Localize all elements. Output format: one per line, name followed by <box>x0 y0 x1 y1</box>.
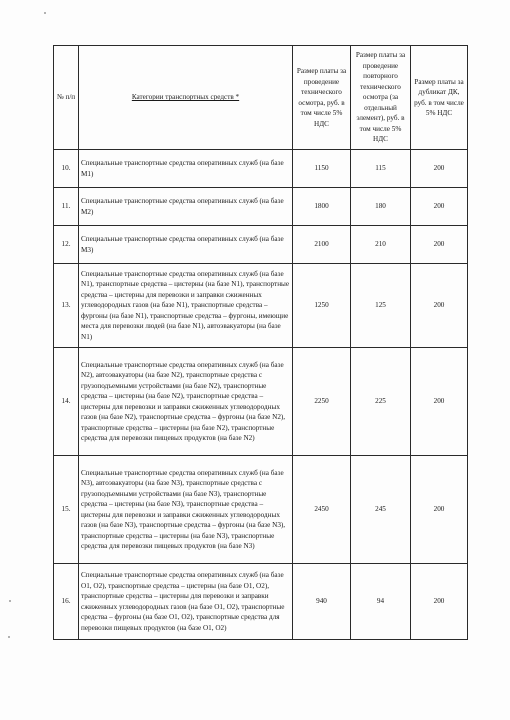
row-fee-duplicate: 200 <box>411 150 468 188</box>
header-fee-reinspection: Размер платы за проведение повторного технического осмотра (за отдельный элемент), руб. в том числе 5% НДС <box>351 46 411 150</box>
row-fee-duplicate: 200 <box>411 348 468 456</box>
row-fee-duplicate: 200 <box>411 226 468 264</box>
row-category: Специальные транспортные средства оперативных служб (на базе N1), транспортные средства – цистерны (на базе N1), транспортные средства – цистерны для перевозки и заправки сжиженных углеводородных газов (на базе N1), транспортные средства – фургоны (на базе N1), транспортные средства – фургоны, имеющие места для перевозки людей (на базе N1), автоэвакуаторы (на базе N1) <box>79 264 293 348</box>
header-category-label: Категории транспортных средств * <box>131 93 240 102</box>
table-row <box>54 150 468 188</box>
table-row <box>54 188 468 226</box>
row-fee-reinspection: 125 <box>351 264 411 348</box>
row-fee-reinspection: 210 <box>351 226 411 264</box>
row-fee-inspection: 940 <box>293 564 351 640</box>
row-fee-inspection: 1250 <box>293 264 351 348</box>
scan-speck <box>9 600 11 602</box>
table-row <box>54 226 468 264</box>
row-fee-inspection: 1150 <box>293 150 351 188</box>
row-fee-duplicate: 200 <box>411 188 468 226</box>
row-fee-duplicate: 200 <box>411 456 468 564</box>
header-num: № п/п <box>54 46 79 150</box>
row-fee-reinspection: 225 <box>351 348 411 456</box>
header-category <box>79 46 293 150</box>
row-category: Специальные транспортные средства оперативных служб (на базе O1, O2), транспортные средства – цистерны (на базе O1, O2), транспортные средства – цистерны для перевозки и заправки сжиженных углеводородных газов (на базе O1, O2), транспортные средства – фургоны (на базе O1, O2), транспортные средства для перевозки пищевых продуктов (на базе O1, O2) <box>79 564 293 640</box>
row-fee-reinspection: 180 <box>351 188 411 226</box>
row-category: Специальные транспортные средства оперативных служб (на базе M3) <box>79 226 293 264</box>
table-row <box>54 564 468 640</box>
fee-table <box>53 45 468 640</box>
table-header-row <box>54 46 468 150</box>
scan-speck <box>44 12 46 14</box>
row-fee-duplicate: 200 <box>411 564 468 640</box>
header-fee-duplicate: Размер платы за дубликат ДК, руб. в том числе 5% НДС <box>411 46 468 150</box>
header-fee-inspection: Размер платы за проведение технического осмотра, руб. в том числе 5% НДС <box>293 46 351 150</box>
row-num: 16. <box>54 564 79 640</box>
scan-speck <box>8 636 10 638</box>
table-row <box>54 348 468 456</box>
row-fee-duplicate: 200 <box>411 264 468 348</box>
row-fee-reinspection: 94 <box>351 564 411 640</box>
table-row <box>54 264 468 348</box>
row-category: Специальные транспортные средства оперативных служб (на базе M1) <box>79 150 293 188</box>
table-row <box>54 456 468 564</box>
row-fee-inspection: 2100 <box>293 226 351 264</box>
row-category: Специальные транспортные средства оперативных служб (на базе N3), автоэвакуаторы (на базе N3), транспортные средства с грузоподъемными устройствами (на базе N3), транспортные средства – цистерны (на базе N3), транспортные средства – цистерны для перевозки и заправки сжиженных углеводородных газов (на базе N3), транспортные средства – фургоны (на базе N3), транспортные средства – цистерны (на базе N3), транспортные средства для перевозки пищевых продуктов (на базе N3) <box>79 456 293 564</box>
row-num: 12. <box>54 226 79 264</box>
row-category: Специальные транспортные средства оперативных служб (на базе N2), автоэвакуаторы (на базе N2), транспортные средства с грузоподъемными устройствами (на базе N2), транспортные средства – цистерны (на базе N2), транспортные средства – цистерны для перевозки и заправки сжиженных углеводородных газов (на базе N2), транспортные средства – фургоны (на базе N2), транспортные средства – цистерны (на базе N2), транспортные средства для перевозки пищевых продуктов (на базе N2) <box>79 348 293 456</box>
row-num: 10. <box>54 150 79 188</box>
row-fee-inspection: 2450 <box>293 456 351 564</box>
row-fee-inspection: 2250 <box>293 348 351 456</box>
row-num: 13. <box>54 264 79 348</box>
row-num: 14. <box>54 348 79 456</box>
row-fee-reinspection: 245 <box>351 456 411 564</box>
row-category: Специальные транспортные средства оперативных служб (на базе M2) <box>79 188 293 226</box>
row-num: 11. <box>54 188 79 226</box>
row-fee-reinspection: 115 <box>351 150 411 188</box>
row-num: 15. <box>54 456 79 564</box>
row-fee-inspection: 1800 <box>293 188 351 226</box>
